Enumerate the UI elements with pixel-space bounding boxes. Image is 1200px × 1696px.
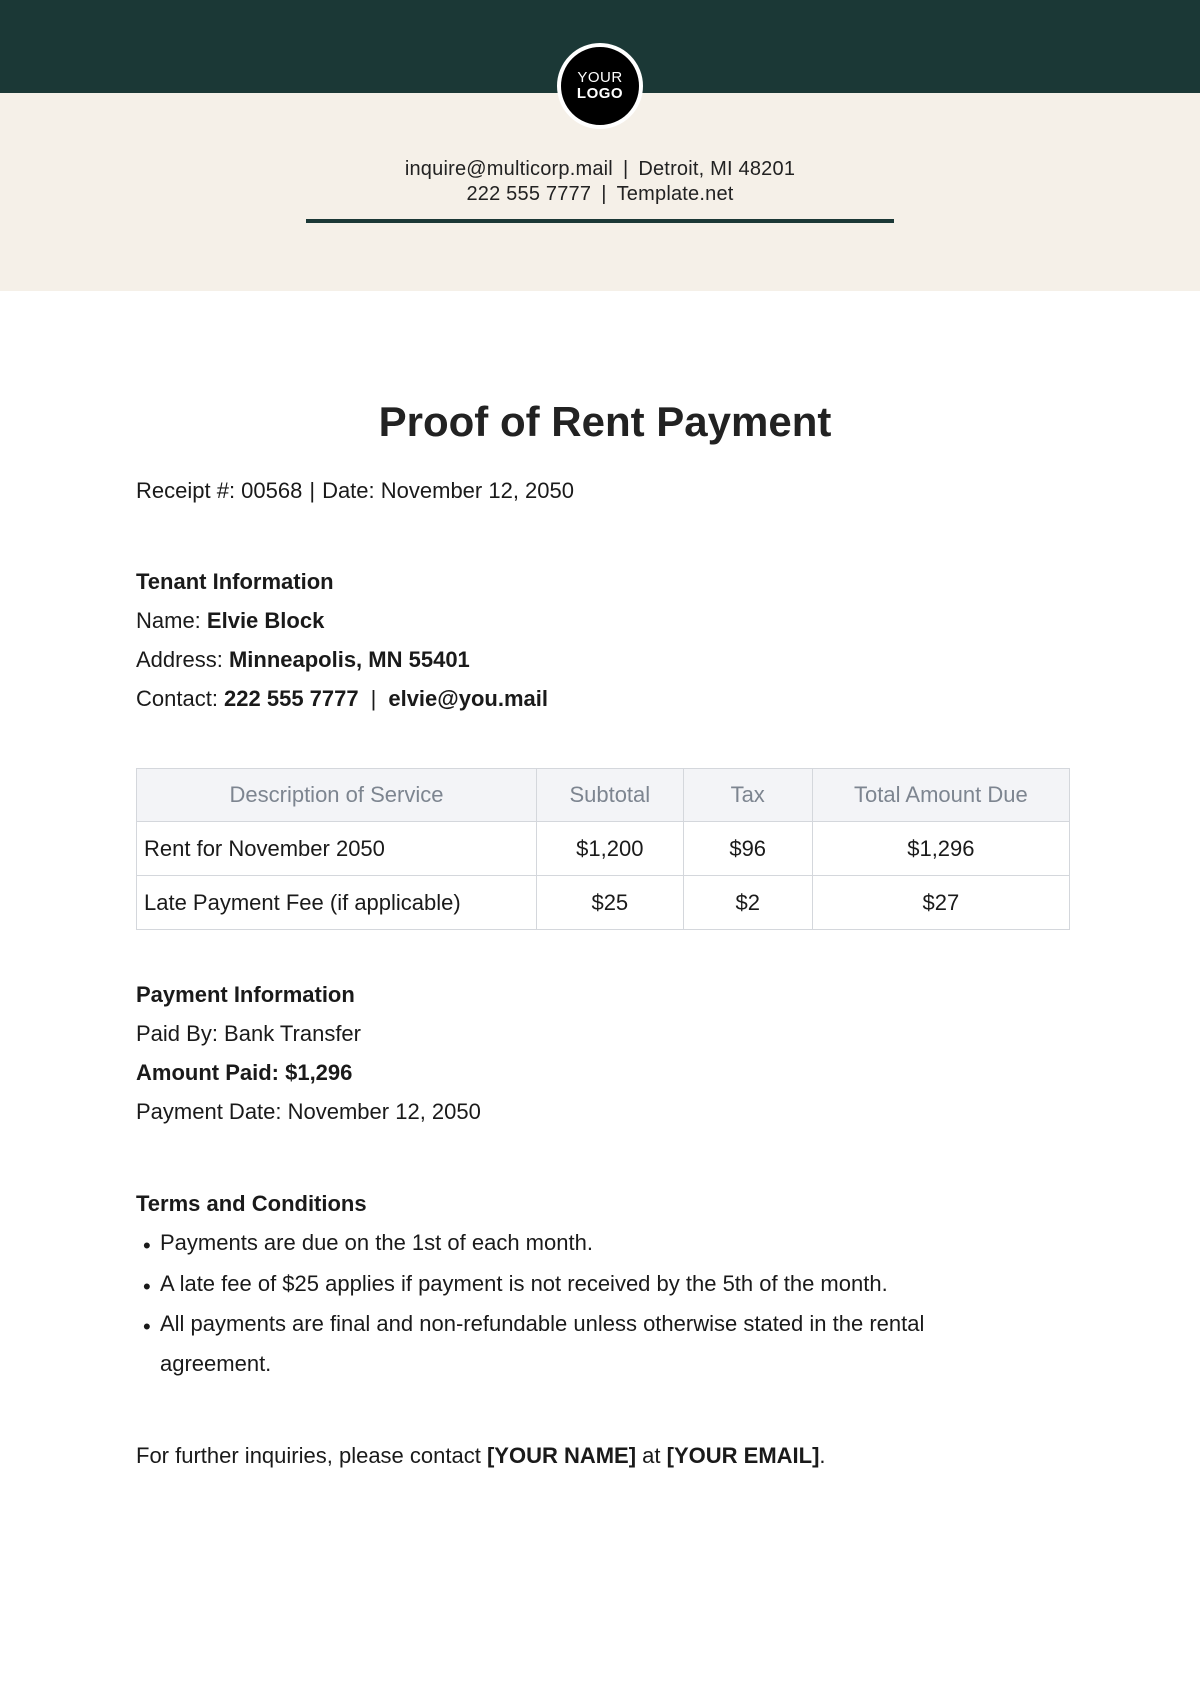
table-header-subtotal: Subtotal [536,769,683,822]
separator: | [309,478,316,503]
terms-item: Payments are due on the 1st of each month. [160,1230,593,1255]
table-header-row [137,769,1070,822]
terms-heading: Terms and Conditions [136,1191,367,1216]
document-title: Proof of Rent Payment [378,398,832,445]
company-phone: 222 555 7777 [466,183,592,205]
footer-middle: at [636,1443,667,1468]
company-email: inquire@multicorp.mail [404,158,613,180]
table-cell-total: $27 [812,876,1069,930]
table-row [137,876,1070,930]
bullet-icon: • [143,1274,151,1299]
table-header-total: Total Amount Due [812,769,1069,822]
company-city: Detroit, MI 48201 [638,158,796,180]
tenant-address-label: Address: [136,647,229,672]
tenant-name [136,608,324,634]
table-cell-description: Late Payment Fee (if applicable) [137,876,537,930]
table-cell-tax: $2 [683,876,812,930]
tenant-heading: Tenant Information [136,569,334,594]
tenant-contact-label: Contact: [136,686,225,711]
footer-email-placeholder: [YOUR EMAIL] [666,1443,820,1468]
footer-prefix: For further inquiries, please contact [136,1443,487,1468]
footer-note [136,1443,826,1469]
logo-text-line1: YOUR [577,69,623,87]
footer-suffix: . [819,1443,826,1468]
terms-item: A late fee of $25 applies if payment is not received by the 5th of the month. [160,1271,888,1296]
payment-heading: Payment Information [136,982,355,1007]
table-cell-total: $1,296 [812,822,1069,876]
services-table [136,768,1070,930]
receipt-date: Date: November 12, 2050 [322,478,574,503]
tenant-address [136,647,470,673]
footer-name-placeholder: [YOUR NAME] [486,1443,637,1468]
separator: | [370,686,377,711]
bullet-icon: • [143,1233,151,1258]
receipt-number: Receipt #: 00568 [136,478,303,503]
table-cell-description: Rent for November 2050 [137,822,537,876]
table-header-tax: Tax [683,769,812,822]
payment-amount: Amount Paid: $1,296 [136,1060,353,1085]
separator: | [601,183,607,205]
payment-date: Payment Date: November 12, 2050 [136,1099,481,1124]
tenant-email: elvie@you.mail [388,686,548,711]
logo-text-line2: LOGO [576,85,624,102]
company-logo [557,43,643,129]
table-header-description: Description of Service [137,769,537,822]
bullet-icon: • [143,1314,151,1339]
table-cell-tax: $96 [683,822,812,876]
receipt-line [136,478,574,504]
tenant-phone: 222 555 7777 [224,686,359,711]
tenant-contact [136,686,548,712]
payment-method: Paid By: Bank Transfer [136,1021,361,1046]
table-row [137,822,1070,876]
company-contact-line2 [0,183,1200,206]
company-contact-line1 [0,158,1200,181]
separator: | [622,158,629,180]
header-divider [306,219,894,223]
company-website: Template.net [616,183,734,205]
table-cell-subtotal: $1,200 [536,822,683,876]
tenant-name-value: Elvie Block [206,608,325,633]
tenant-name-label: Name: [136,608,207,633]
terms-item: All payments are final and non-refundable unless otherwise stated in the rental agreement. [160,1311,925,1376]
tenant-address-value: Minneapolis, MN 55401 [228,647,470,672]
table-cell-subtotal: $25 [536,876,683,930]
